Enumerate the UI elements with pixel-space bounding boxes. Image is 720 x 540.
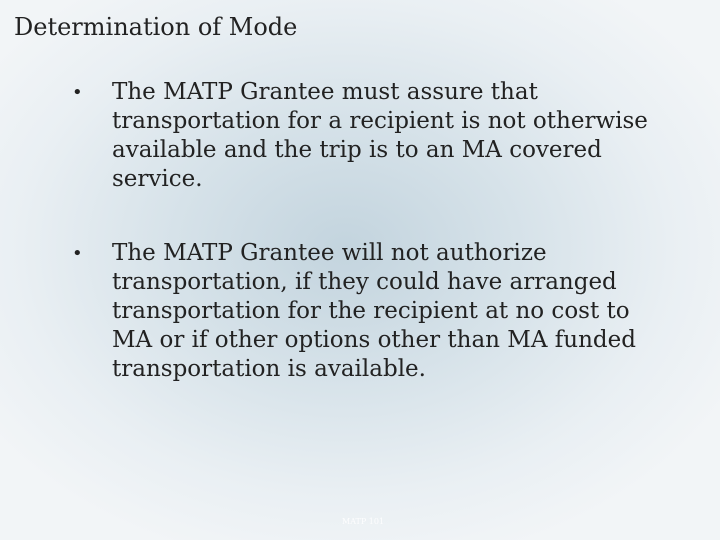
- bullet-list: [70, 78, 670, 384]
- bullet-item: [70, 239, 670, 384]
- bullet-text: The MATP Grantee must assure that transportation for a recipient is not otherwise available and the trip is to an MA covered service.: [112, 79, 648, 192]
- bullet-marker: •: [72, 243, 83, 264]
- bullet-text: The MATP Grantee will not authorize transportation, if they could have arranged transportation for the recipient at no cost to MA or if other options other than MA funded transportation is available.: [112, 240, 636, 382]
- bullet-marker: •: [72, 82, 83, 103]
- slide-title: Determination of Mode: [14, 13, 298, 41]
- slide-footer: MATP 101: [342, 517, 385, 526]
- bullet-item: [70, 78, 670, 194]
